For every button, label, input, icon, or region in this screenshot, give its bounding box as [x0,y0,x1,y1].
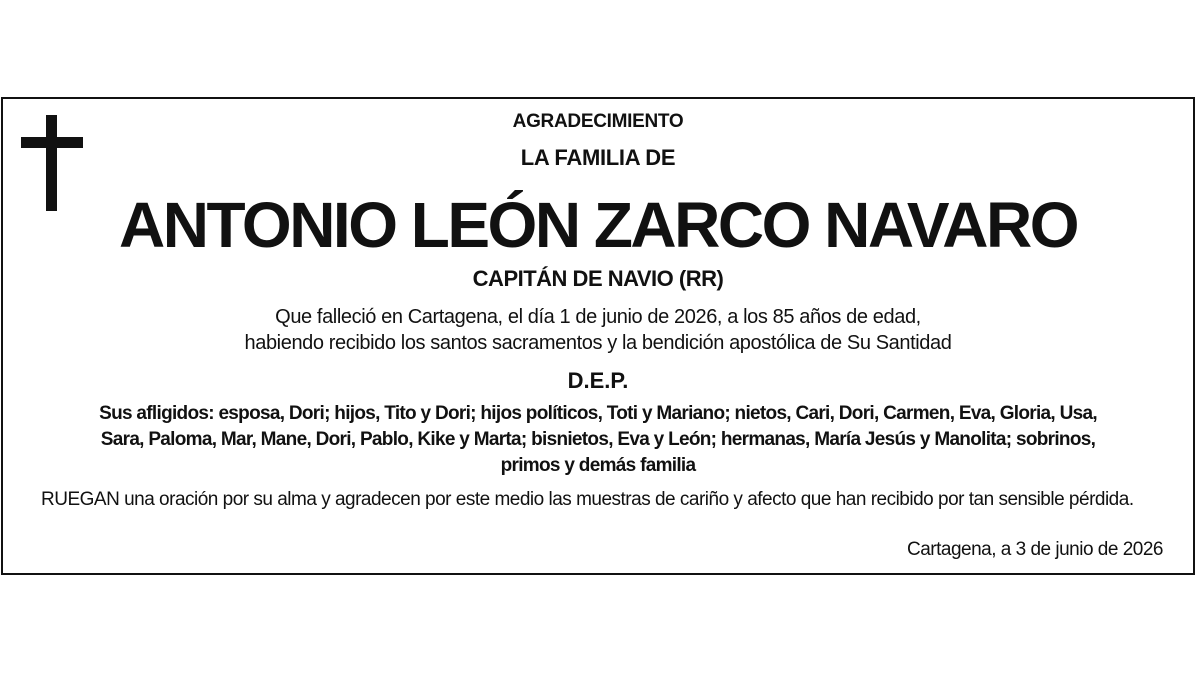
death-details-line: habiendo recibido los santos sacramentos y la bendición apostólica de Su Santidad [244,332,952,354]
obituary-notice [1,97,1195,575]
notice-heading: AGRADECIMIENTO [512,111,684,132]
death-details-line: Que falleció en Cartagena, el día 1 de junio de 2026, a los 85 años de edad, [275,306,921,328]
family-list-line: Sus afligidos: esposa, Dori; hijos, Tito y Dori; hijos políticos, Toti y Mariano; nietos, Cari, Dori, Carmen, Eva, Gloria, Usa, [99,403,1097,424]
prayer-request: RUEGAN una oración por su alma y agradecen por este medio las muestras de cariño y afecto que han recibido por tan sensible pérdida. [41,489,1134,510]
family-list [23,401,1173,479]
deceased-name: ANTONIO LEÓN ZARCO NAVARO [119,189,1077,261]
notice-subheading: LA FAMILIA DE [520,145,676,170]
family-list-line: Sara, Paloma, Mar, Mane, Dori, Pablo, Kike y Marta; bisnietos, Eva y León; hermanas, María Jesús y Manolita; sobrinos, [100,429,1096,450]
place-date: Cartagena, a 3 de junio de 2026 [907,539,1163,560]
family-list-line: primos y demás familia [500,455,696,476]
death-details [3,304,1193,356]
rip-text: D.E.P. [567,368,629,393]
deceased-rank: CAPITÁN DE NAVIO (RR) [472,266,724,291]
